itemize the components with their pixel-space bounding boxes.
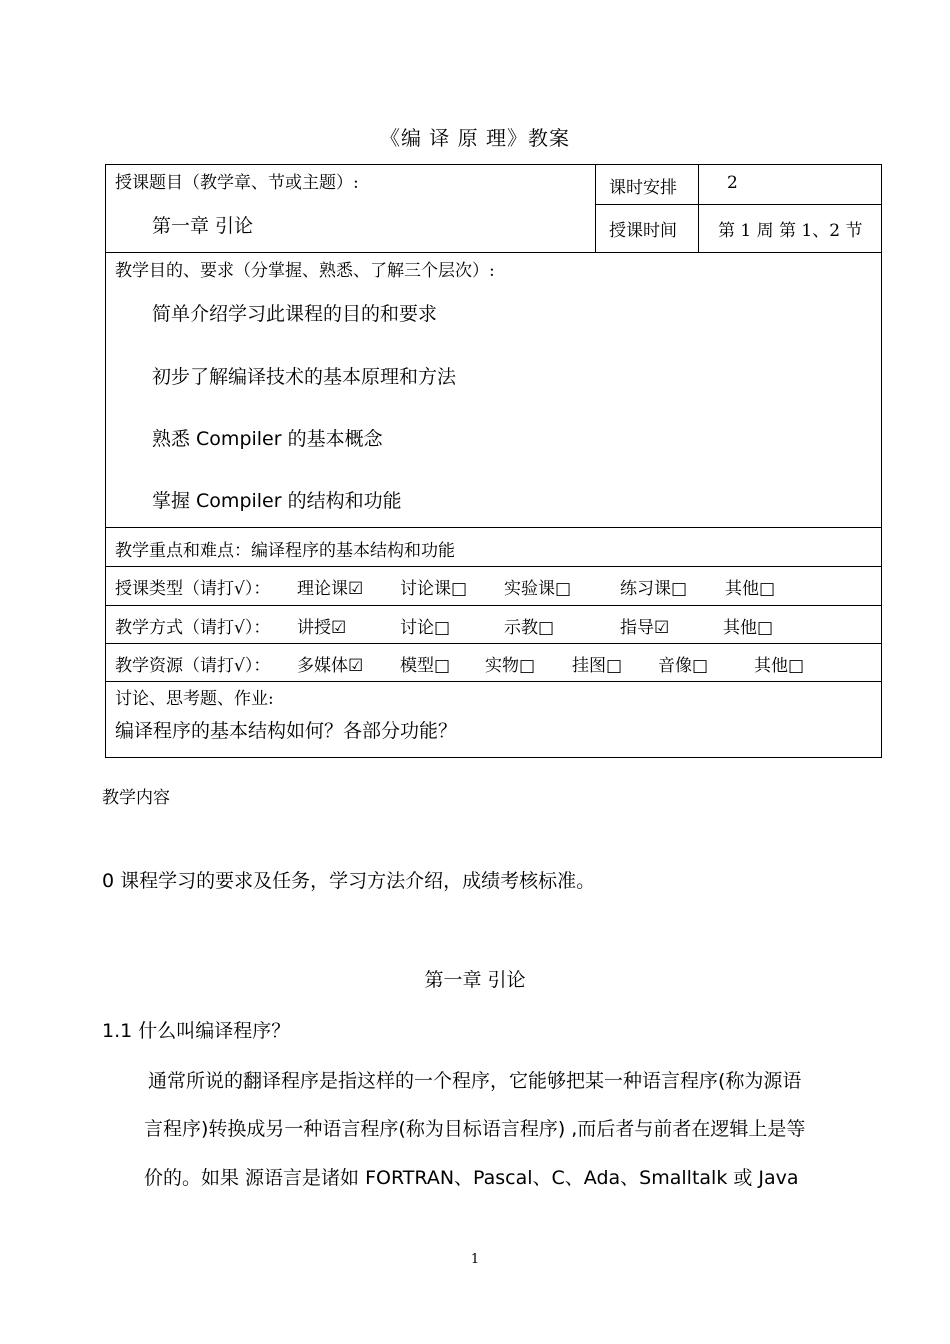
resources-option: 模型□ (400, 656, 451, 676)
method-option: 示教□ (504, 618, 555, 638)
resources-option: 挂图□ (572, 656, 623, 676)
time-value: 第 1 周 第 1、2 节 (718, 221, 863, 241)
topic-label: 授课题目（教学章、节或主题）: (115, 173, 359, 193)
hours-value: 2 (727, 173, 738, 193)
section-1-1-title: 1.1 什么叫编译程序？ (102, 1020, 291, 1042)
homework-label: 讨论、思考题、作业: (115, 689, 274, 709)
objective-item: 初步了解编译技术的基本原理和方法 (152, 366, 457, 388)
class-type-option: 其他□ (725, 579, 776, 599)
content-label: 教学内容 (102, 788, 170, 808)
resources-option: 多媒体☑ (297, 656, 364, 676)
resources-label: 教学资源（请打√）： (115, 656, 271, 676)
hours-label: 课时安排 (609, 178, 677, 198)
objective-item: 掌握 Compiler 的结构和功能 (152, 490, 402, 512)
chapter-title: 第一章 引论 (424, 969, 526, 991)
key-points: 教学重点和难点：编译程序的基本结构和功能 (115, 541, 455, 561)
topic-value: 第一章 引论 (152, 215, 254, 237)
class-type-option: 实验课□ (504, 579, 572, 599)
paragraph-line: 通常所说的翻译程序是指这样的一个程序，它能够把某一种语言程序(称为源语 (148, 1070, 802, 1092)
resources-option: 实物□ (485, 656, 536, 676)
method-option: 讲授☑ (297, 618, 347, 638)
homework-value: 编译程序的基本结构如何？各部分功能？ (115, 720, 458, 742)
section-0: 0 课程学习的要求及任务，学习方法介绍，成绩考核标准。 (102, 870, 596, 892)
class-type-option: 理论课☑ (297, 579, 364, 599)
class-type-option: 讨论课□ (400, 579, 468, 599)
paragraph-line: 价的。如果 源语言是诸如 FORTRAN、Pascal、C、Ada、Smalltalk 或 Java (144, 1167, 799, 1189)
method-label: 教学方式（请打√）： (115, 618, 271, 638)
class-type-label: 授课类型（请打√）： (115, 579, 271, 599)
page-number: 1 (470, 1252, 480, 1267)
document-title: 《编 译 原 理》教案 (379, 126, 571, 150)
method-option: 指导☑ (620, 618, 670, 638)
resources-option: 音像□ (658, 656, 709, 676)
paragraph-line: 言程序)转换成另一种语言程序(称为目标语言程序) ,而后者与前者在逻辑上是等 (144, 1118, 806, 1140)
time-label: 授课时间 (609, 221, 677, 241)
objective-item: 简单介绍学习此课程的目的和要求 (152, 303, 438, 325)
class-type-option: 练习课□ (620, 579, 688, 599)
objectives-label: 教学目的、要求（分掌握、熟悉、了解三个层次）: (115, 261, 495, 281)
objective-item: 熟悉 Compiler 的基本概念 (152, 428, 383, 450)
resources-option: 其他□ (754, 656, 805, 676)
method-option: 讨论□ (400, 618, 451, 638)
method-option: 其他□ (723, 618, 774, 638)
